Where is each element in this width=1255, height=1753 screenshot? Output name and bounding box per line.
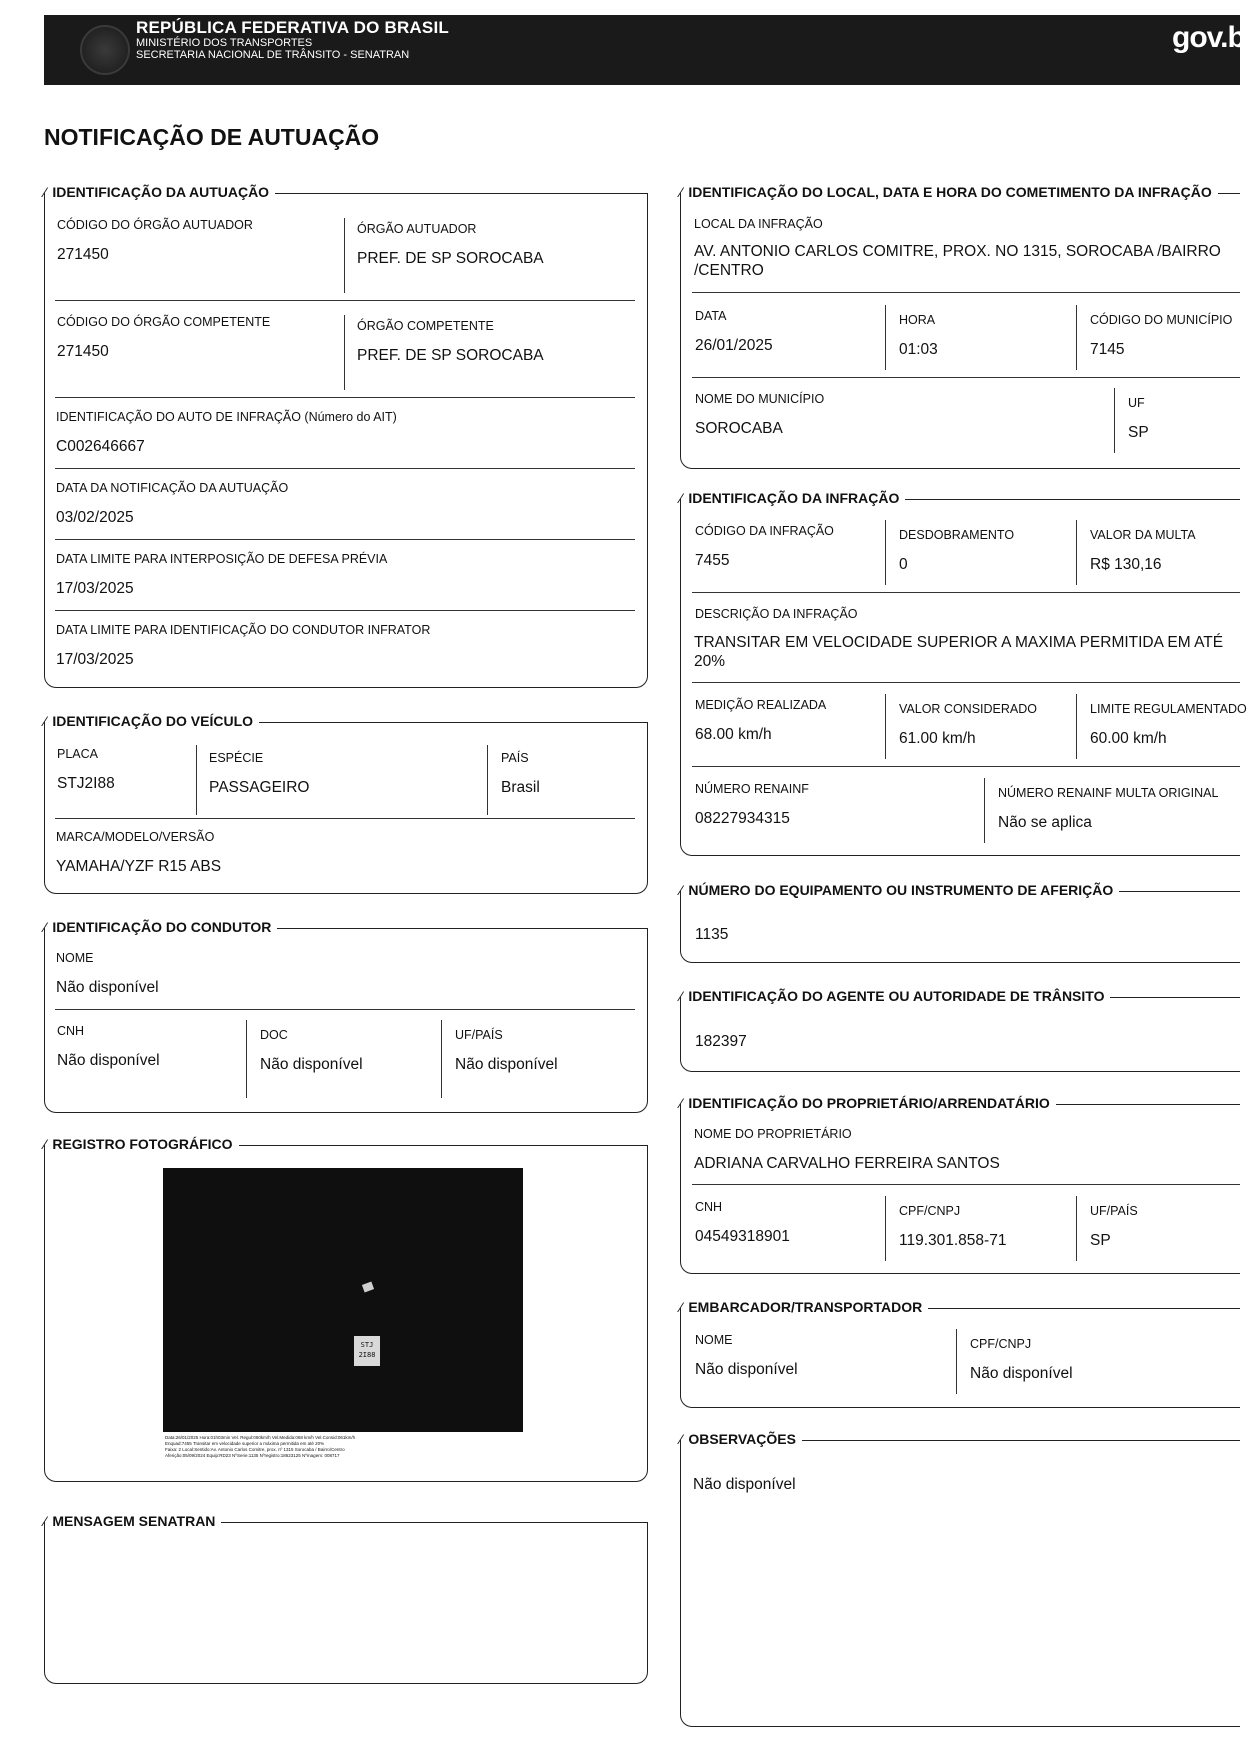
embarcador-cpf: Não disponível	[970, 1365, 1073, 1382]
field-label: UF/PAÍS	[1090, 1204, 1138, 1218]
orgao-autuador: PREF. DE SP SOROCABA	[357, 250, 544, 267]
divider	[692, 377, 1240, 378]
field-label: ÓRGÃO COMPETENTE	[357, 319, 494, 333]
observacoes-texto: Não disponível	[693, 1476, 796, 1493]
data-condutor: 17/03/2025	[56, 651, 134, 668]
field-label: CÓDIGO DO ÓRGÃO AUTUADOR	[57, 218, 253, 232]
field-label: MARCA/MODELO/VERSÃO	[56, 830, 215, 844]
agente-numero: 182397	[695, 1033, 747, 1050]
section-title-mensagem: ⁄ MENSAGEM SENATRAN	[44, 1513, 221, 1529]
brazil-coat-of-arms-icon	[80, 25, 130, 75]
divider	[692, 766, 1240, 767]
divider	[344, 218, 345, 293]
divider	[1076, 694, 1077, 759]
condutor-cnh: Não disponível	[57, 1052, 160, 1069]
field-label: VALOR CONSIDERADO	[899, 702, 1037, 716]
agente-box	[680, 997, 1240, 1072]
divider	[984, 778, 985, 843]
field-label: UF	[1128, 396, 1145, 410]
divider	[487, 745, 488, 815]
equipamento-numero: 1135	[695, 926, 729, 943]
renainf-original: Não se aplica	[998, 814, 1092, 831]
divider	[55, 818, 635, 819]
local-line-2: /CENTRO	[694, 262, 764, 279]
field-label: DATA LIMITE PARA IDENTIFICAÇÃO DO CONDUTOR INFRATOR	[56, 623, 431, 637]
gov-header	[44, 15, 1255, 85]
ait-number: C002646667	[56, 438, 145, 455]
municipio: SOROCABA	[695, 420, 783, 437]
divider	[441, 1020, 442, 1098]
field-label: NOME DO MUNICÍPIO	[695, 392, 825, 406]
field-label: CNH	[695, 1200, 723, 1214]
data-defesa-previa: 17/03/2025	[56, 580, 134, 597]
divider	[55, 468, 635, 469]
divider	[885, 305, 886, 370]
condutor-box	[44, 928, 648, 1113]
codigo-infracao: 7455	[695, 552, 730, 569]
marca-modelo: YAMAHA/YZF R15 ABS	[56, 858, 222, 875]
divider	[885, 694, 886, 759]
section-title-proprietario: ⁄ IDENTIFICAÇÃO DO PROPRIETÁRIO/ARRENDATÁRIO	[680, 1095, 1056, 1111]
field-label: NÚMERO RENAINF	[695, 782, 809, 796]
field-label: ESPÉCIE	[209, 751, 264, 765]
field-label: NOME	[695, 1333, 733, 1347]
field-label: CÓDIGO DO ÓRGÃO COMPETENTE	[57, 315, 271, 329]
header-secretariat: SECRETARIA NACIONAL DE TRÂNSITO - SENATRAN	[136, 49, 410, 61]
divider	[885, 520, 886, 585]
section-title-autuacao: ⁄ IDENTIFICAÇÃO DA AUTUAÇÃO	[44, 184, 275, 200]
field-label: IDENTIFICAÇÃO DO AUTO DE INFRAÇÃO (Número do AIT)	[56, 410, 397, 424]
limite-regulamentado: 60.00 km/h	[1090, 730, 1167, 747]
divider	[692, 292, 1240, 293]
field-label: CNH	[57, 1024, 85, 1038]
document-title: NOTIFICAÇÃO DE AUTUAÇÃO	[44, 124, 380, 150]
gov-br-logo: gov.br	[1172, 21, 1255, 54]
valor-considerado: 61.00 km/h	[899, 730, 976, 747]
header-ministry: MINISTÉRIO DOS TRANSPORTES	[136, 37, 313, 49]
embarcador-box	[680, 1308, 1240, 1408]
field-label: NOME	[56, 951, 94, 965]
field-label: UF/PAÍS	[455, 1028, 503, 1042]
section-title-veiculo: ⁄ IDENTIFICAÇÃO DO VEÍCULO	[44, 713, 259, 729]
proprietario-cnh: 04549318901	[695, 1228, 790, 1245]
divider	[885, 1196, 886, 1261]
proprietario-uf: SP	[1090, 1232, 1111, 1249]
header-republic: REPÚBLICA FEDERATIVA DO BRASIL	[136, 18, 449, 37]
data-notificacao: 03/02/2025	[56, 509, 134, 526]
field-label: ÓRGÃO AUTUADOR	[357, 222, 477, 236]
infraction-time: 01:03	[899, 341, 938, 358]
field-label: CÓDIGO DA INFRAÇÃO	[695, 524, 834, 538]
divider	[956, 1329, 957, 1394]
proprietario-cpf: 119.301.858-71	[899, 1232, 1007, 1249]
divider	[692, 1184, 1240, 1185]
valor-multa: R$ 130,16	[1090, 556, 1162, 573]
placa: STJ2I88	[57, 775, 115, 792]
divider	[1076, 305, 1077, 370]
divider	[55, 300, 635, 301]
divider	[55, 397, 635, 398]
orgao-competente: PREF. DE SP SOROCABA	[357, 347, 544, 364]
descricao-line-2: 20%	[694, 653, 726, 670]
field-label: MEDIÇÃO REALIZADA	[695, 698, 827, 712]
divider	[1114, 388, 1115, 453]
headlight	[362, 1282, 374, 1293]
divider	[1076, 1196, 1077, 1261]
field-label: CPF/CNPJ	[970, 1337, 1032, 1351]
section-title-infracao: ⁄ IDENTIFICAÇÃO DA INFRAÇÃO	[680, 490, 905, 506]
local-line-1: AV. ANTONIO CARLOS COMITRE, PROX. NO 1315, SOROCABA /BAIRRO	[694, 243, 1221, 260]
condutor-doc: Não disponível	[260, 1056, 363, 1073]
field-label: PLACA	[57, 747, 98, 761]
section-title-local: ⁄ IDENTIFICAÇÃO DO LOCAL, DATA E HORA DO COMETIMENTO DA INFRAÇÃO	[680, 184, 1218, 200]
divider	[344, 315, 345, 390]
caption-line: Faixa: 2 Local:Sentido:Av. Antonio Carlos Comitre, prox. nº 1315 Sorocaba / Bairro/Centro	[165, 1447, 345, 1452]
divider	[196, 745, 197, 815]
caption-line: Enquad:7455 Transitar em velocidade superior a máxima permitida em até 20%	[165, 1441, 325, 1446]
codigo-orgao-competente: 271450	[57, 343, 109, 360]
caption-line: Data:26/01/2025 Hora:01h03min Vel. Regul:060km/h Vel.Medida:068 km/h Vel.Consid:061km/h	[165, 1435, 356, 1440]
field-label: NÚMERO RENAINF MULTA ORIGINAL	[998, 786, 1219, 800]
renainf: 08227934315	[695, 810, 790, 827]
pais: Brasil	[501, 779, 540, 796]
field-label: PAÍS	[501, 751, 529, 765]
field-label: LIMITE REGULAMENTADO	[1090, 702, 1247, 716]
condutor-nome: Não disponível	[56, 979, 159, 996]
infraction-photo[interactable]	[163, 1168, 523, 1432]
mensagem-box	[44, 1522, 648, 1684]
condutor-uf: Não disponível	[455, 1056, 558, 1073]
divider	[55, 1009, 635, 1010]
section-title-observacoes: ⁄ OBSERVAÇÕES	[680, 1431, 802, 1447]
section-title-embarcador: ⁄ EMBARCADOR/TRANSPORTADOR	[680, 1299, 928, 1315]
section-title-agente: ⁄ IDENTIFICAÇÃO DO AGENTE OU AUTORIDADE DE TRÂNSITO	[680, 988, 1110, 1004]
photo-caption	[165, 1435, 465, 1459]
field-label: DATA	[695, 309, 727, 323]
divider	[1076, 520, 1077, 585]
field-label: DOC	[260, 1028, 288, 1042]
divider	[55, 610, 635, 611]
field-label: CÓDIGO DO MUNICÍPIO	[1090, 313, 1233, 327]
proprietario-nome: ADRIANA CARVALHO FERREIRA SANTOS	[694, 1155, 1000, 1172]
field-label: DESDOBRAMENTO	[899, 528, 1015, 542]
section-title-equipamento: ⁄ NÚMERO DO EQUIPAMENTO OU INSTRUMENTO DE AFERIÇÃO	[680, 882, 1119, 898]
field-label: DATA LIMITE PARA INTERPOSIÇÃO DE DEFESA PRÉVIA	[56, 552, 388, 566]
divider	[692, 682, 1240, 683]
local-uf: SP	[1128, 424, 1149, 441]
divider	[55, 539, 635, 540]
infracao-box	[680, 499, 1240, 856]
field-label: DESCRIÇÃO DA INFRAÇÃO	[695, 607, 858, 621]
codigo-orgao-autuador: 271450	[57, 246, 109, 263]
embarcador-nome: Não disponível	[695, 1361, 798, 1378]
field-label: NOME DO PROPRIETÁRIO	[694, 1127, 852, 1141]
descricao-line-1: TRANSITAR EM VELOCIDADE SUPERIOR A MAXIMA PERMITIDA EM ATÉ	[694, 634, 1224, 651]
codigo-municipio: 7145	[1090, 341, 1125, 358]
infraction-date: 26/01/2025	[695, 337, 773, 354]
field-label: DATA DA NOTIFICAÇÃO DA AUTUAÇÃO	[56, 481, 289, 495]
section-title-foto: ⁄ REGISTRO FOTOGRÁFICO	[44, 1136, 239, 1152]
field-label: VALOR DA MULTA	[1090, 528, 1196, 542]
especie: PASSAGEIRO	[209, 779, 310, 796]
field-label: LOCAL DA INFRAÇÃO	[694, 217, 823, 231]
medicao-realizada: 68.00 km/h	[695, 726, 772, 743]
section-title-condutor: ⁄ IDENTIFICAÇÃO DO CONDUTOR	[44, 919, 277, 935]
divider	[692, 592, 1240, 593]
caption-line: Aferição:05/09/2024 Equip:RD23 NºSerie:1135 Nºregistro:18623125 Nºmagem: 008717	[165, 1453, 340, 1458]
divider	[246, 1020, 247, 1098]
field-label: HORA	[899, 313, 936, 327]
field-label: CPF/CNPJ	[899, 1204, 961, 1218]
desdobramento: 0	[899, 556, 908, 573]
license-plate: STJ 2I88	[354, 1336, 380, 1366]
equipamento-box	[680, 891, 1240, 963]
